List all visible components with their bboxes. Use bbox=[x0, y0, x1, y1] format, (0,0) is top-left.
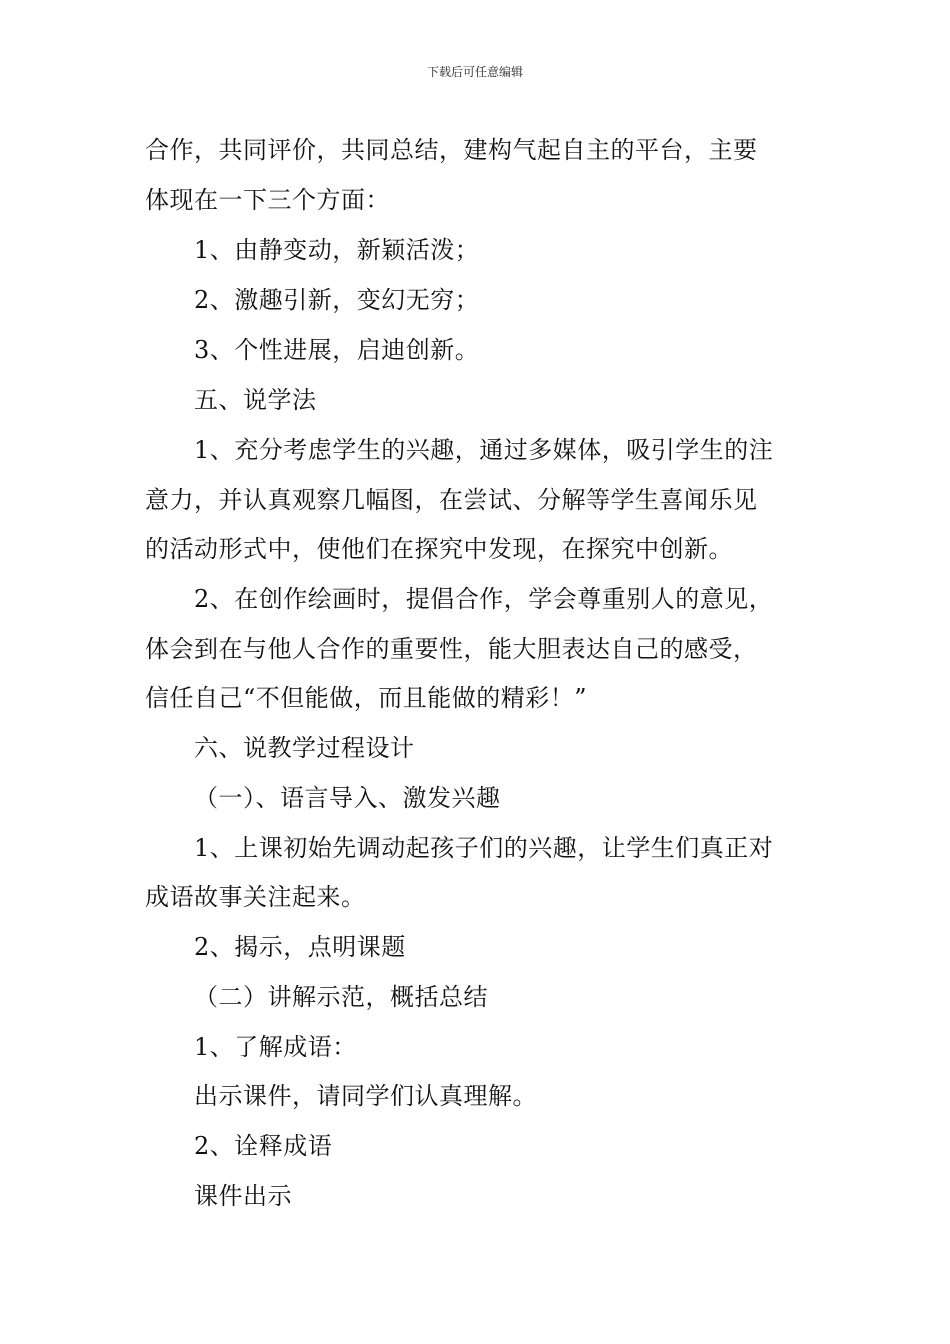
list-item: 1、了解成语： bbox=[194, 1033, 357, 1061]
text-line: 体现在一下三个方面： bbox=[145, 186, 390, 214]
list-item: 3、个性进展，启迪创新。 bbox=[194, 336, 480, 364]
subsection-heading: （二）讲解示范，概括总结 bbox=[194, 983, 488, 1011]
text-line: 信任自己“不但能做，而且能做的精彩！” bbox=[145, 684, 588, 712]
text-line: 意力，并认真观察几幅图，在尝试、分解等学生喜闻乐见 bbox=[145, 486, 758, 514]
text-line: 成语故事关注起来。 bbox=[145, 883, 366, 911]
list-item: 1、由静变动，新颖活泼； bbox=[194, 236, 480, 264]
text-line: 出示课件，请同学们认真理解。 bbox=[194, 1082, 537, 1110]
text-line: 体会到在与他人合作的重要性，能大胆表达自己的感受， bbox=[145, 635, 758, 663]
list-item: 1、充分考虑学生的兴趣，通过多媒体，吸引学生的注 bbox=[194, 436, 774, 464]
text-line: 课件出示 bbox=[194, 1182, 292, 1210]
list-item: 2、诠释成语 bbox=[194, 1132, 333, 1160]
section-heading: 五、说学法 bbox=[194, 386, 317, 414]
list-item: 2、在创作绘画时，提倡合作，学会尊重别人的意见， bbox=[194, 585, 774, 613]
section-heading: 六、说教学过程设计 bbox=[194, 734, 415, 762]
text-line: 合作，共同评价，共同总结，建构气起自主的平台，主要 bbox=[145, 136, 758, 164]
text-line: 的活动形式中，使他们在探究中发现，在探究中创新。 bbox=[145, 535, 733, 563]
subsection-heading: （一）、语言导入、激发兴趣 bbox=[194, 784, 501, 812]
list-item: 1、上课初始先调动起孩子们的兴趣，让学生们真正对 bbox=[194, 834, 774, 862]
page-header: 下载后可任意编辑 bbox=[426, 65, 523, 79]
list-item: 2、揭示，点明课题 bbox=[194, 933, 406, 961]
list-item: 2、激趣引新，变幻无穷； bbox=[194, 286, 480, 314]
